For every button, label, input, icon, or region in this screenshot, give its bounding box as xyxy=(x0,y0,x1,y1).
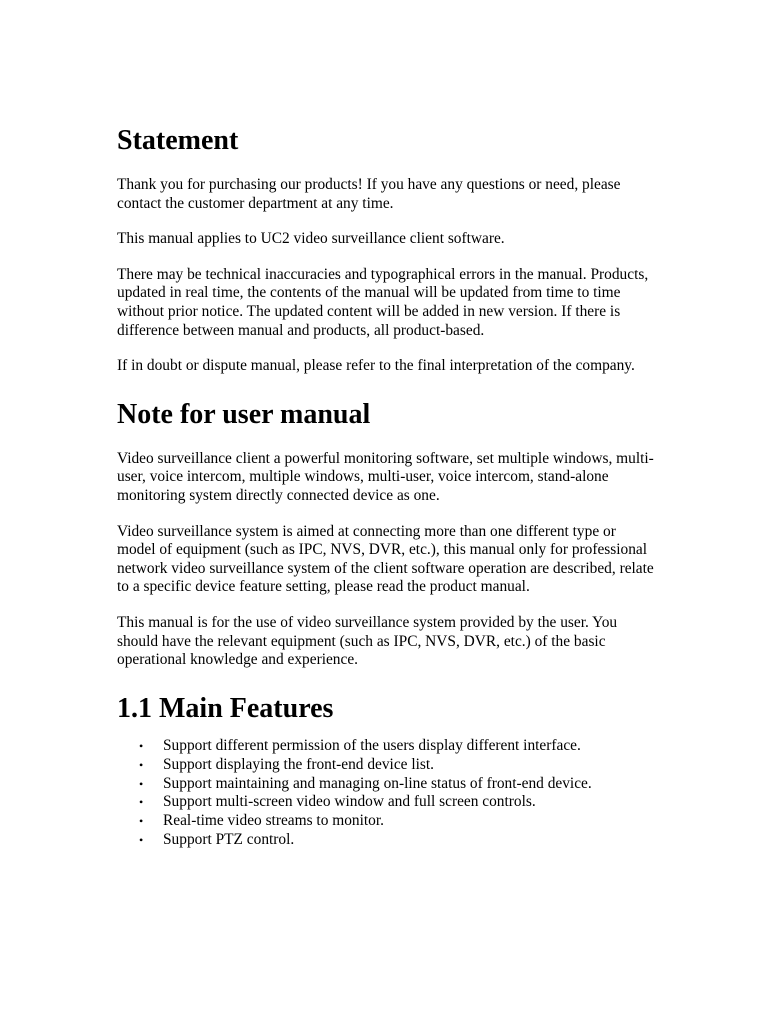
list-item xyxy=(117,831,657,850)
list-item xyxy=(117,756,657,775)
feature-text: Support multi-screen video window and full screen controls. xyxy=(163,793,536,811)
list-item xyxy=(117,793,657,812)
bullet-icon: • xyxy=(139,738,144,753)
bullet-icon: • xyxy=(139,776,144,791)
features-list xyxy=(117,737,657,850)
note-paragraph-2: Video surveillance system is aimed at connecting more than one different type or model of equipment (such as IPC, NVS, DVR, etc.), this manual only for professional network video surveillance system of the client software operation are described, relate to a specific device feature setting, please read the product manual. xyxy=(117,522,654,596)
note-heading: Note for user manual xyxy=(117,398,371,430)
statement-paragraph-4: If in doubt or dispute manual, please refer to the final interpretation of the company. xyxy=(117,357,635,375)
note-paragraph-1: Video surveillance client a powerful monitoring software, set multiple windows, multi-user, voice intercom, multiple windows, multi-user, voice intercom, stand-alone monitoring system directly connected device as one. xyxy=(117,449,654,504)
statement-paragraph-3: There may be technical inaccuracies and typographical errors in the manual. Products, updated in real time, the contents of the manual will be updated from time to time without prior notice. The updated content will be added in new version. If there is difference between manual and products, all product-based. xyxy=(117,265,649,339)
bullet-icon: • xyxy=(139,833,144,848)
bullet-icon: • xyxy=(139,814,144,829)
features-heading: 1.1 Main Features xyxy=(117,692,334,724)
feature-text: Real-time video streams to monitor. xyxy=(163,812,384,830)
feature-text: Support displaying the front-end device list. xyxy=(163,755,434,773)
bullet-icon: • xyxy=(139,757,144,772)
feature-text: Support PTZ control. xyxy=(163,831,295,849)
list-item xyxy=(117,775,657,794)
list-item xyxy=(117,737,657,756)
feature-text: Support different permission of the users display different interface. xyxy=(163,736,581,754)
list-item xyxy=(117,812,657,831)
statement-heading: Statement xyxy=(117,125,239,156)
statement-paragraph-2: This manual applies to UC2 video surveillance client software. xyxy=(117,230,505,248)
feature-text: Support maintaining and managing on-line status of front-end device. xyxy=(163,774,592,792)
bullet-icon: • xyxy=(139,795,144,810)
note-paragraph-3: This manual is for the use of video surveillance system provided by the user. You should have the relevant equipment (such as IPC, NVS, DVR, etc.) of the basic operational knowledge and experience. xyxy=(117,613,618,669)
document-page xyxy=(117,124,657,850)
statement-paragraph-1: Thank you for purchasing our products! If you have any questions or need, please contact the customer department at any time. xyxy=(117,176,621,212)
